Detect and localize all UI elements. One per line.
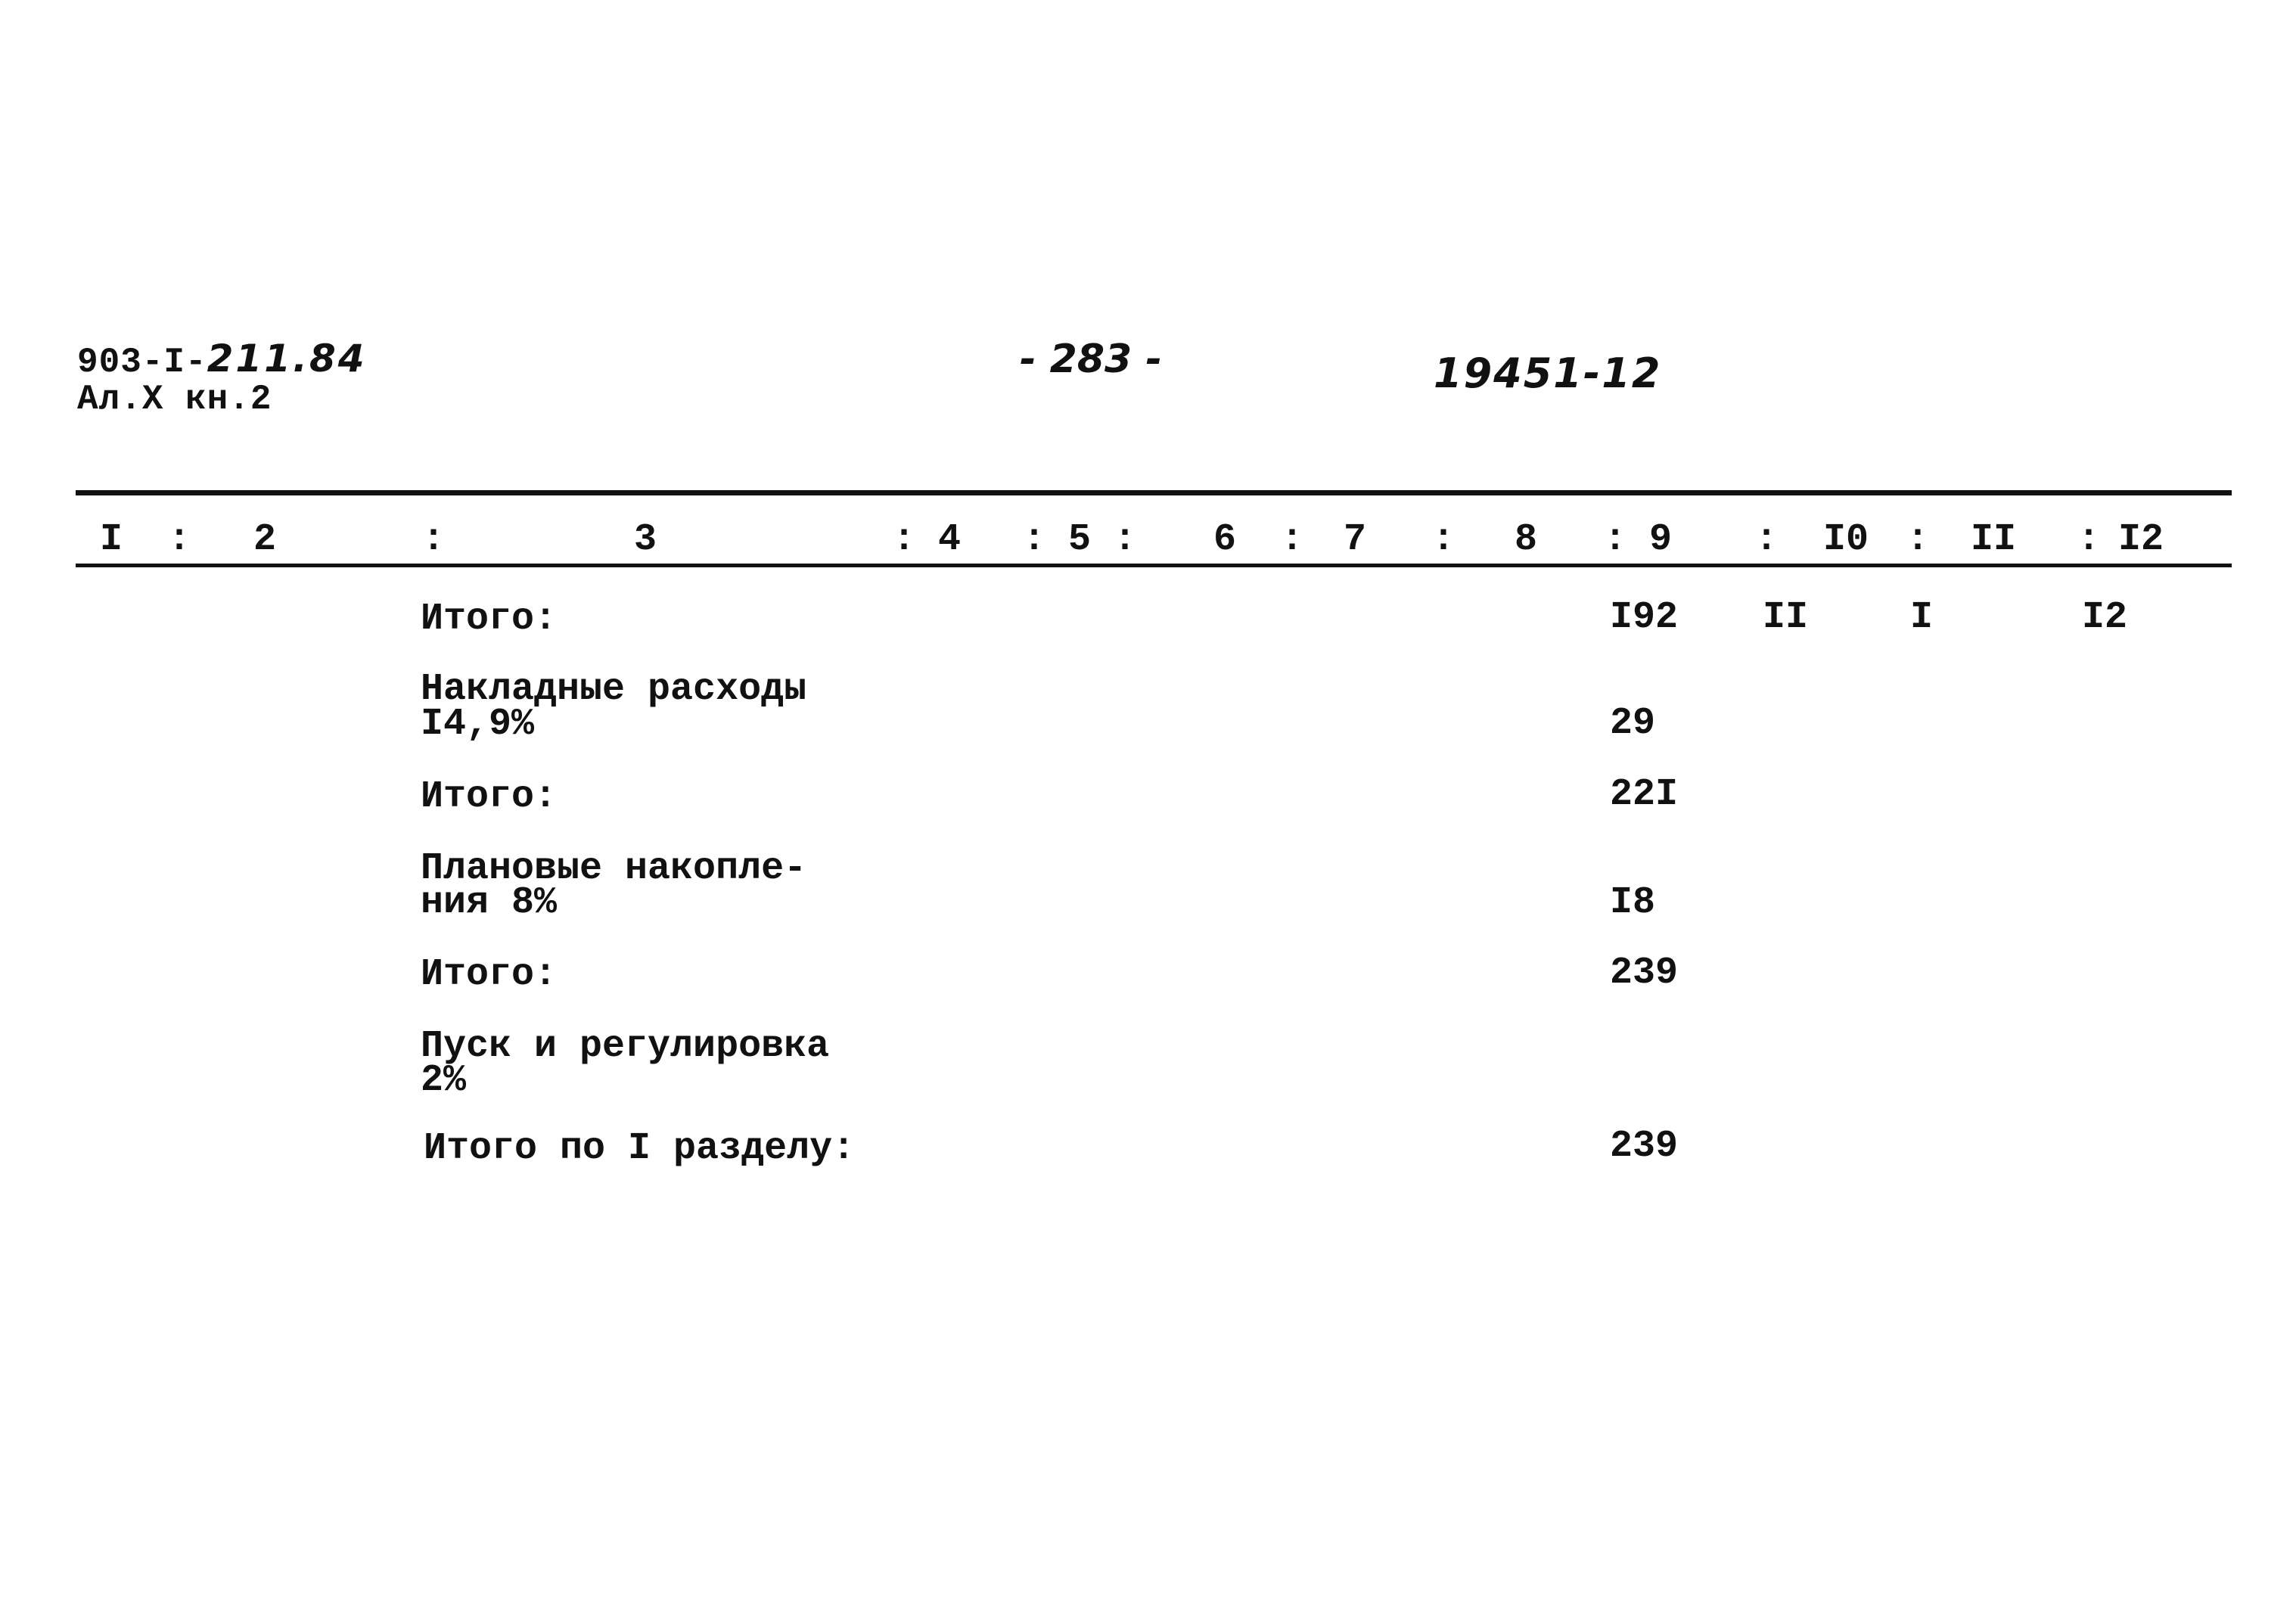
row-label: Накладные расходы	[421, 668, 807, 711]
table-header-rule	[76, 564, 2232, 567]
row-label-continuation: I4,9%	[421, 703, 535, 746]
row-value-col9: I92	[1610, 596, 1679, 639]
column-number-1: I	[100, 518, 123, 561]
column-separator: :	[168, 518, 191, 561]
column-number-3: 3	[634, 518, 657, 561]
row-label: Итого по I разделу:	[424, 1127, 856, 1170]
row-value-col9: 29	[1610, 702, 1656, 745]
column-number-11: II	[1971, 518, 2017, 561]
row-value-col10: II	[1763, 596, 1809, 639]
row-label: Итого:	[421, 775, 558, 818]
row-value-col11: I	[1910, 596, 1934, 639]
page-number: - 283 -	[1020, 337, 1162, 382]
column-number-12: I2	[2118, 518, 2164, 561]
row-value-col9: I8	[1610, 881, 1656, 924]
document-code	[77, 337, 367, 382]
row-label-continuation: ния 8%	[421, 881, 558, 924]
column-number-6: 6	[1213, 518, 1237, 561]
row-label: Итого:	[421, 598, 558, 641]
column-separator: :	[422, 518, 446, 561]
column-number-9: : 9	[1604, 518, 1673, 561]
album-reference: Ал.X кн.2	[77, 380, 272, 419]
column-separator: :	[1432, 518, 1456, 561]
row-value-col9: 239	[1610, 1125, 1679, 1168]
column-number-5: : 5 :	[1023, 518, 1137, 561]
column-number-8: 8	[1515, 518, 1538, 561]
row-label: Итого:	[421, 953, 558, 996]
column-number-7: 7	[1344, 518, 1367, 561]
document-code-prefix: 903-I-	[77, 343, 207, 382]
table-top-rule	[76, 490, 2232, 495]
row-label: Пуск и регулировка	[421, 1025, 830, 1068]
column-number-2: 2	[253, 518, 277, 561]
row-label: Плановые накопле-	[421, 847, 807, 890]
row-value-col9: 239	[1610, 952, 1679, 995]
column-separator: :	[2077, 518, 2101, 561]
column-number-4: : 4	[893, 518, 962, 561]
row-value-col12: I2	[2082, 596, 2128, 639]
document-code-handwritten: 211.84	[207, 337, 367, 380]
column-number-10: I0	[1823, 518, 1869, 561]
column-separator: :	[1906, 518, 1930, 561]
column-separator: :	[1281, 518, 1304, 561]
row-label-continuation: 2%	[421, 1059, 467, 1102]
row-value-col9: 22I	[1610, 773, 1679, 816]
column-separator: :	[1755, 518, 1779, 561]
document-number: 19451-12	[1434, 349, 1662, 397]
